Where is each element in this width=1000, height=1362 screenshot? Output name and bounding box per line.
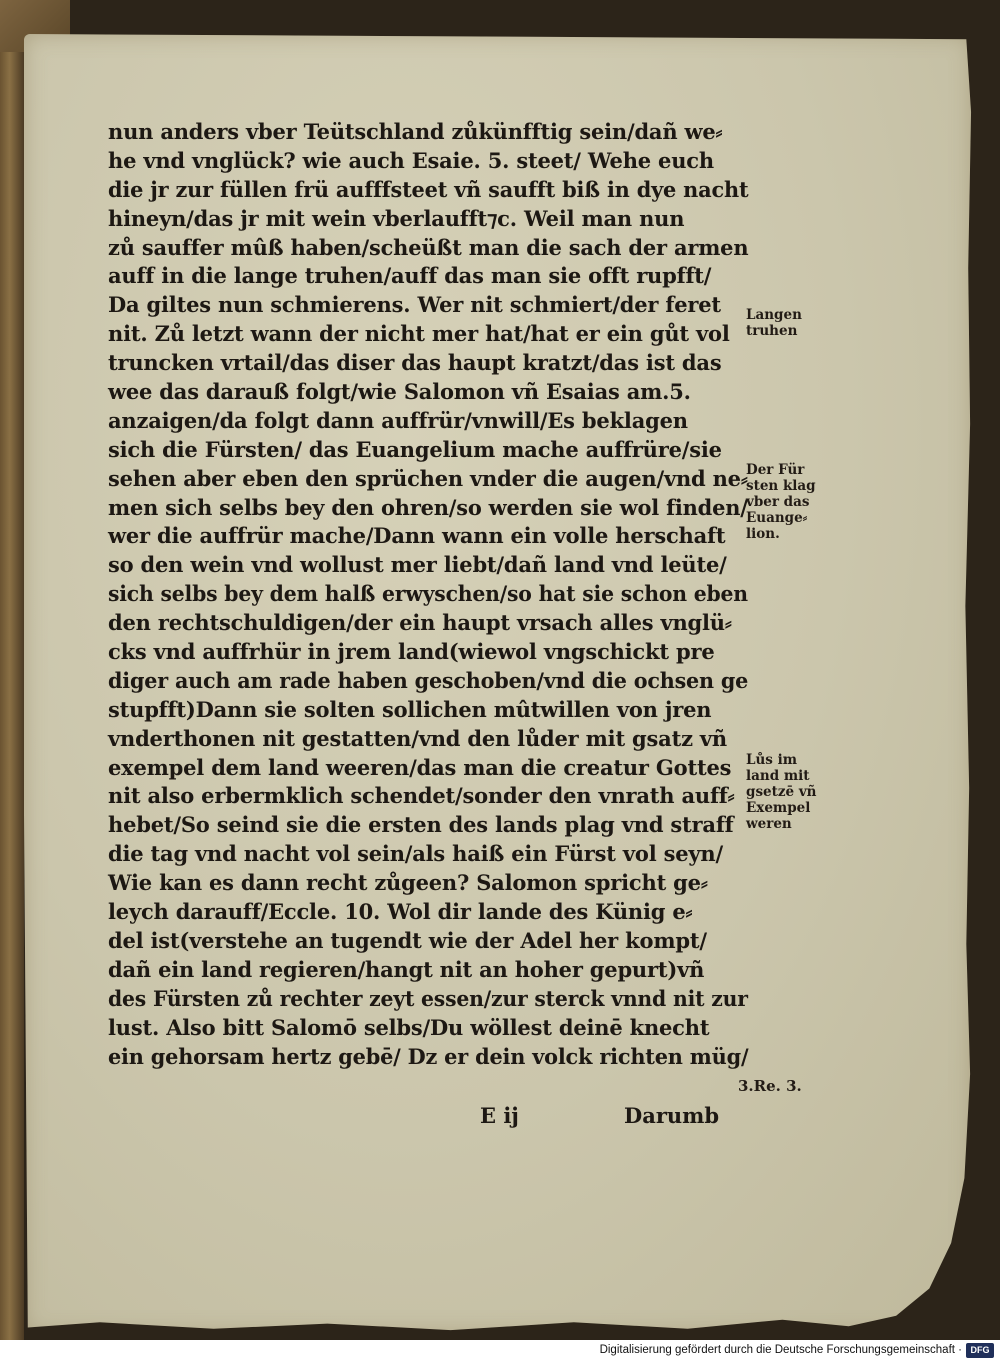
text-line: hineyn/das jr mit wein vberlaufft⁊c. Weil man nun [108, 205, 685, 231]
text-line: hebet/So seind sie die ersten des lands plag vnd straff [108, 812, 734, 838]
text-line: lust. Also bitt Salomō selbs/Du wöllest deinē knecht [108, 1014, 710, 1040]
text-line: stupfft)Dann sie solten sollichen mûtwillen von jren [108, 696, 712, 722]
margin-note-line: Der Für [746, 462, 805, 478]
catchword: Darumb [624, 1103, 720, 1128]
footer-bar [0, 1340, 1000, 1362]
text-line: anzaigen/da folgt dann auffrür/vnwill/Es beklagen [108, 407, 688, 433]
text-line: diger auch am rade haben geschoben/vnd die ochsen ge [108, 667, 749, 693]
text-line: nit also erbermklich schendet/sonder den vnrath auff⸗ [108, 783, 735, 809]
text-line: cks vnd auffrhür in jrem land(wiewol vngschickt pre [108, 639, 715, 665]
margin-note-line: truhen [746, 323, 798, 339]
text-line: wee das darauß folgt/wie Salomon vñ Esaias am.5. [108, 379, 691, 405]
text-line: sich die Fürsten/ das Euangelium mache auffrüre/sie [108, 436, 722, 462]
text-line: Da giltes nun schmierens. Wer nit schmiert/der feret [108, 292, 721, 318]
margin-note-line: lion. [746, 526, 780, 542]
main-text-block [108, 118, 748, 1071]
text-line: Wie kan es dann recht zůgeen? Salomon spricht ge⸗ [108, 870, 708, 896]
margin-note-line: vber das [746, 494, 810, 510]
margin-note-line: gsetzē vñ [746, 784, 817, 800]
page-foot [480, 1103, 770, 1133]
margin-note-langen-truhen [746, 307, 856, 339]
text-line: zů sauffer mûß haben/scheüßt man die sach der armen [108, 234, 749, 260]
text-line: den rechtschuldigen/der ein haupt vrsach alles vnglü⸗ [108, 610, 732, 636]
margin-note-line: Exempel [746, 800, 811, 816]
text-line: die jr zur füllen frü aufffsteet vñ saufft biß in dye nacht [108, 176, 749, 202]
book-spine [0, 10, 24, 1340]
text-line: die tag vnd nacht vol sein/als haiß ein Fürst vol seyn/ [108, 841, 723, 867]
dfg-logo: DFG [966, 1343, 994, 1358]
text-line: sehen aber eben den sprüchen vnder die augen/vnd ne⸗ [108, 465, 748, 491]
text-line: truncken vrtail/das diser das haupt kratzt/das ist das [108, 350, 722, 376]
margin-note-line: weren [746, 816, 792, 832]
text-line: del ist(verstehe an tugendt wie der Adel her kompt/ [108, 927, 707, 953]
text-line: vnderthonen nit gestatten/vnd den lůder mit gsatz vñ [108, 725, 727, 751]
text-line: leych darauff/Eccle. 10. Wol dir lande des Künig e⸗ [108, 899, 693, 925]
text-line: dañ ein land regieren/hangt nit an hoher gepurt)vñ [108, 956, 705, 982]
signature-mark: E ij [480, 1103, 519, 1128]
margin-note-line: land mit [746, 768, 810, 784]
text-line: des Fürsten zů rechter zeyt essen/zur sterck vnnd nit zur [108, 985, 748, 1011]
margin-note-line: Langen [746, 307, 802, 323]
text-line: nun anders vber Teütschland zůkünfftig sein/dañ we⸗ [108, 119, 723, 144]
text-line: wer die auffrür mache/Dann wann ein volle herschaft [108, 523, 726, 549]
footer-credit: Digitalisierung gefördert durch die Deutsche Forschungsgemeinschaft · [599, 1344, 962, 1356]
margin-note-line: 3.Re. 3. [738, 1077, 802, 1095]
text-line: nit. Zů letzt wann der nicht mer hat/hat er ein gůt vol [108, 321, 730, 347]
text-line: sich selbs bey dem halß erwyschen/so hat sie schon eben [108, 581, 748, 607]
margin-note-reference [738, 1078, 848, 1094]
text-line: ein gehorsam hertz gebē/ Dz er dein volck richten müg/ [108, 1043, 749, 1069]
margin-note-line: sten klag [746, 478, 816, 494]
margin-note-fuersten-klag [746, 462, 856, 542]
text-line: he vnd vnglück? wie auch Esaie. 5. steet/ Wehe euch [108, 147, 714, 173]
text-line: men sich selbs bey den ohren/so werden sie wol finden/ [108, 494, 748, 520]
margin-note-line: Euange⸗ [746, 510, 808, 526]
margin-note-line: Lůs im [746, 752, 798, 768]
text-line: so den wein vnd wollust mer liebt/dañ land vnd leüte/ [108, 552, 727, 578]
text-line: exempel dem land weeren/das man die creatur Gottes [108, 754, 732, 780]
margin-note-lus-im-land [746, 752, 856, 832]
text-line: auff in die lange truhen/auff das man sie offt rupfft/ [108, 263, 712, 289]
